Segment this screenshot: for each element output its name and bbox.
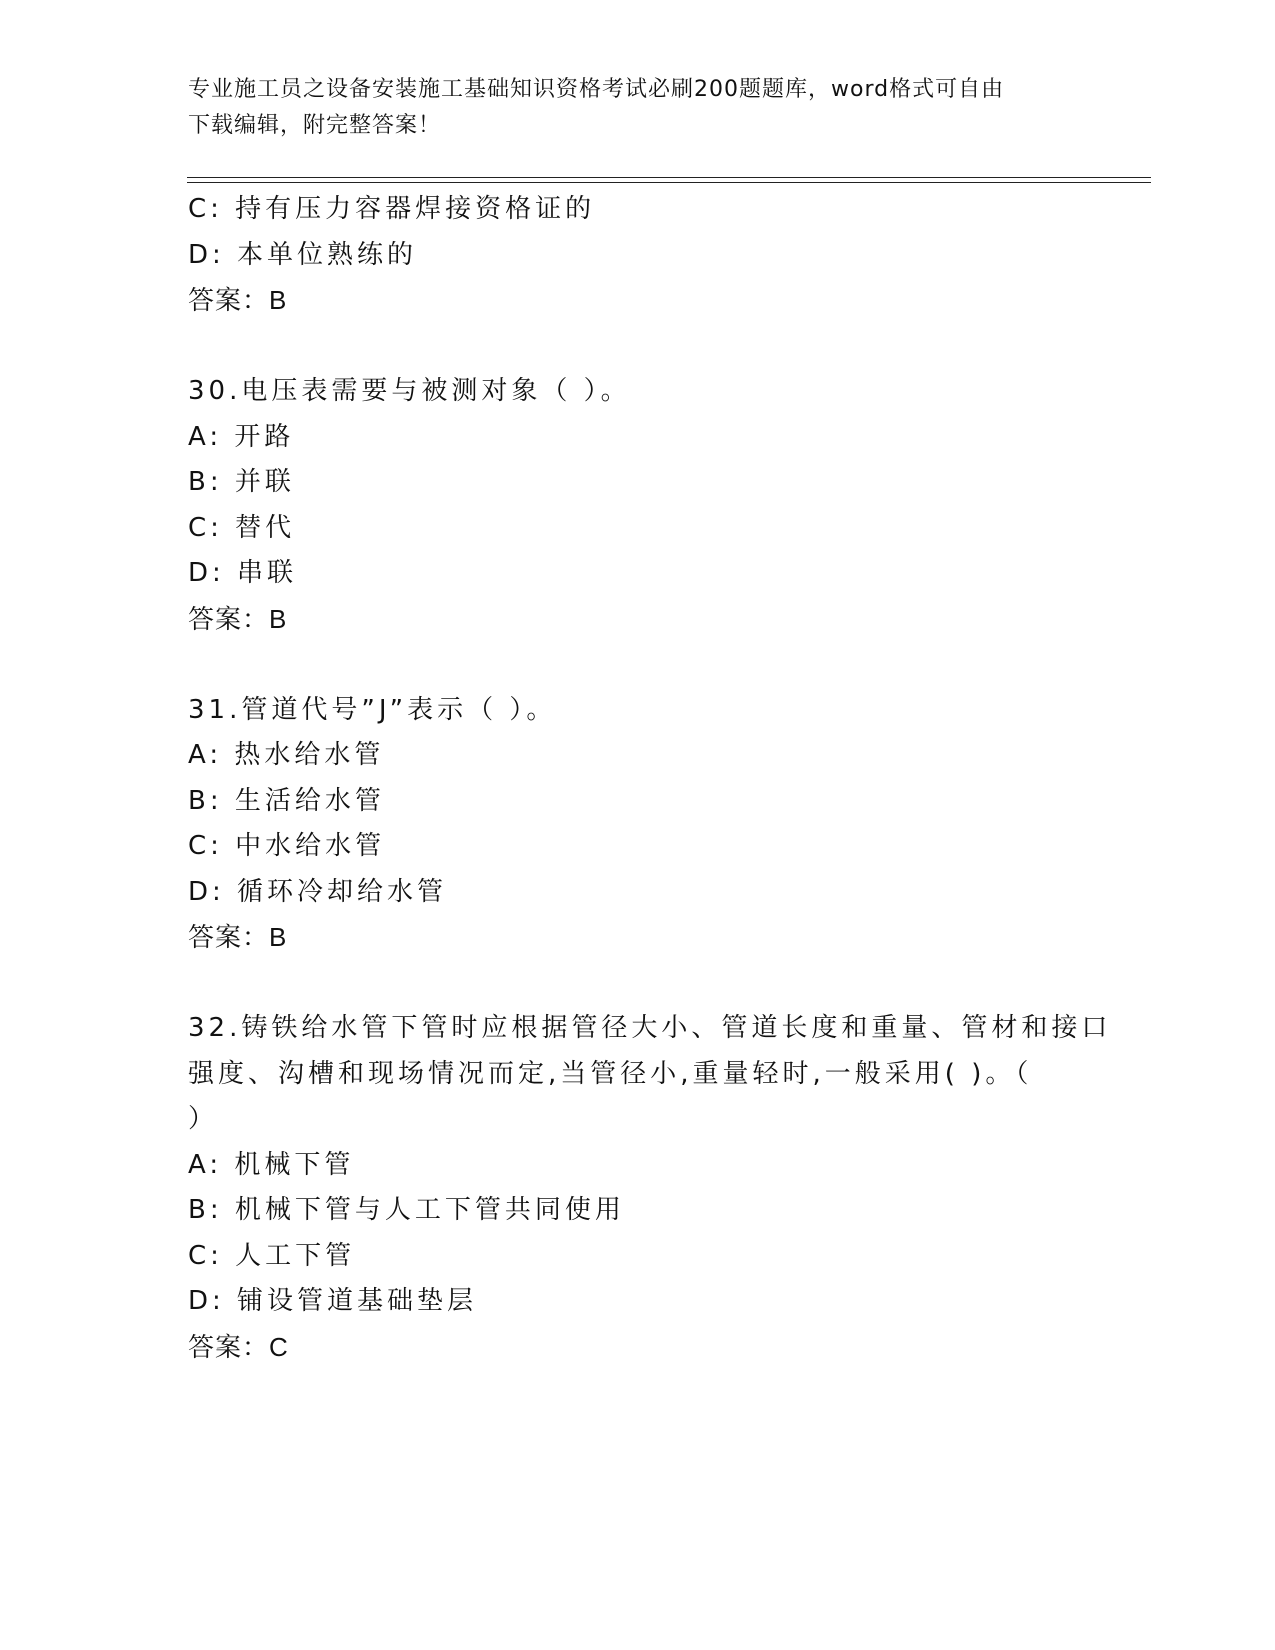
option-d: D: 本单位熟练的 — [188, 239, 418, 270]
option-c: C: 持有压力容器焊接资格证的 — [188, 194, 596, 224]
header-divider-bottom — [187, 182, 1151, 183]
question-text-line-2: 强度、沟槽和现场情况而定,当管径小,重量轻时,一般采用( )。（ — [188, 1058, 1033, 1089]
question-text: 31.管道代号”J”表示（ ）。 — [188, 694, 557, 725]
answer-line: 答案：B — [188, 285, 288, 315]
question-list — [188, 187, 1112, 1370]
option-c: C: 人工下管 — [188, 1240, 356, 1271]
option-c: C: 中水给水管 — [188, 831, 386, 861]
question-31 — [188, 688, 1088, 961]
option-b: B: 并联 — [188, 467, 295, 497]
option-d: D: 铺设管道基础垫层 — [188, 1286, 478, 1316]
prev-question-block — [188, 187, 1088, 324]
option-d: D: 串联 — [188, 558, 298, 588]
option-b: B: 生活给水管 — [188, 785, 385, 816]
option-c: C: 替代 — [188, 512, 296, 543]
answer-line: 答案：B — [188, 603, 288, 634]
option-b: B: 机械下管与人工下管共同使用 — [188, 1195, 625, 1225]
question-text: 30.电压表需要与被测对象（ ）。 — [188, 376, 631, 406]
header-divider-top — [187, 177, 1151, 178]
question-32 — [188, 1006, 1112, 1370]
option-a: A: 热水给水管 — [188, 740, 385, 770]
question-30 — [188, 369, 1088, 642]
question-text-line-1: 32.铸铁给水管下管时应根据管径大小、管道长度和重量、管材和接口 — [188, 1013, 1112, 1043]
answer-line: 答案：C — [188, 1331, 289, 1362]
option-a: A: 开路 — [188, 421, 295, 452]
spacer — [188, 324, 1088, 370]
spacer — [188, 961, 1088, 1007]
document-header — [188, 72, 1088, 144]
answer-line: 答案：B — [188, 922, 288, 952]
header-line-1: 专业施工员之设备安装施工基础知识资格考试必刷200题题库，word格式可自由 — [188, 77, 1005, 102]
header-line-2: 下载编辑，附完整答案！ — [188, 113, 442, 138]
spacer — [188, 642, 1088, 688]
question-text-line-3: ） — [188, 1104, 219, 1134]
option-d: D: 循环冷却给水管 — [188, 876, 448, 907]
option-a: A: 机械下管 — [188, 1149, 355, 1180]
